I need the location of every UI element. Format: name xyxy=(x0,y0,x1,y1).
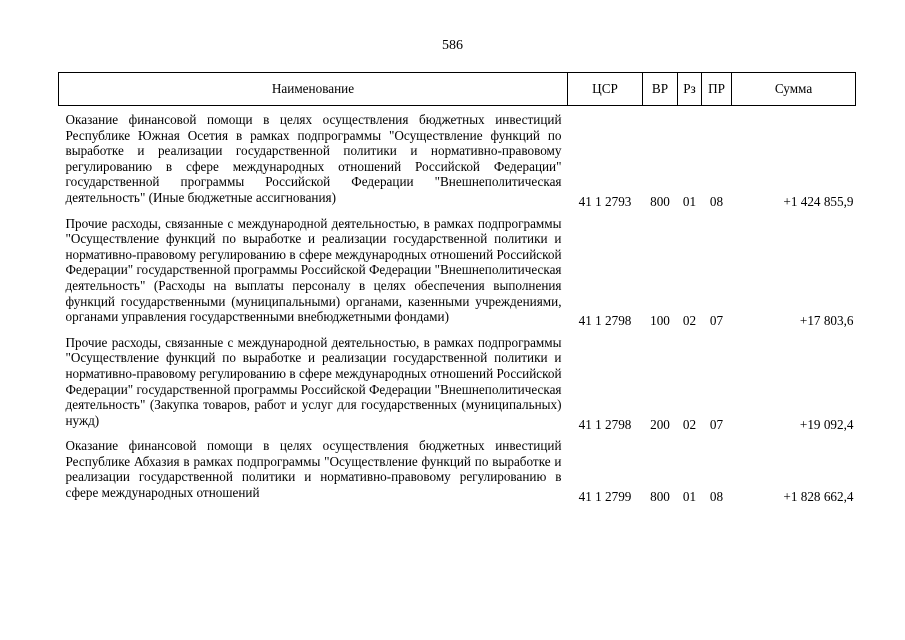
row-sum: +19 092,4 xyxy=(799,416,854,432)
budget-table xyxy=(58,72,856,505)
table-row xyxy=(59,210,856,329)
row-rz: 01 xyxy=(682,489,697,505)
header-sum: Сумма xyxy=(732,73,856,106)
header-vr: ВР xyxy=(643,73,678,106)
table-row xyxy=(59,432,856,504)
row-pr: 07 xyxy=(709,313,724,329)
row-sum: +1 828 662,4 xyxy=(783,489,854,505)
row-name: Прочие расходы, связанные с международной деятельностью, в рамках подпрограммы "Осуществление функций по выработке и реализации государственной политики и нормативно-правовому регулированию в сфере международных отношений Российской Федерации" государственной программы Российской Федерации "Внешнеполитическая деятельность" (Закупка товаров, работ и услуг для государственных (муниципальных) нужд) xyxy=(65,334,562,428)
row-sum: +1 424 855,9 xyxy=(783,193,854,209)
page-number: 586 xyxy=(442,38,463,53)
row-rz: 02 xyxy=(682,313,697,329)
table-row xyxy=(59,106,856,210)
row-csr: 41 1 2798 xyxy=(578,313,632,329)
row-vr: 800 xyxy=(650,489,670,505)
row-csr: 41 1 2799 xyxy=(578,489,632,505)
table-header-row xyxy=(59,73,856,106)
header-csr: ЦСР xyxy=(568,73,643,106)
row-name: Оказание финансовой помощи в целях осуществления бюджетных инвестиций Республике Абхазия в рамках подпрограммы "Осуществление функций по выработке и реализации государственной политики и нормативно-правовому регулированию в сфере международных отношений xyxy=(65,438,562,501)
row-rz: 02 xyxy=(682,416,697,432)
row-vr: 200 xyxy=(650,416,670,432)
row-sum: +17 803,6 xyxy=(799,313,854,329)
row-pr: 07 xyxy=(709,416,724,432)
row-rz: 01 xyxy=(682,193,697,209)
row-pr: 08 xyxy=(709,489,724,505)
table-row xyxy=(59,329,856,433)
row-vr: 100 xyxy=(650,313,670,329)
row-pr: 08 xyxy=(709,193,724,209)
header-rz: Рз xyxy=(678,73,702,106)
header-name: Наименование xyxy=(59,73,568,106)
row-name: Прочие расходы, связанные с международной деятельностью, в рамках подпрограммы "Осуществление функций по выработке и реализации государственной политики и нормативно-правовому регулированию в сфере международных отношений Российской Федерации" государственной программы Российской Федерации "Внешнеполитическая деятельность" (Расходы на выплаты персоналу в целях обеспечения выполнения функций государственными (муниципальными) органами, казенными учреждениями, органами управления государственными внебюджетными фондами) xyxy=(65,215,562,325)
row-csr: 41 1 2798 xyxy=(578,416,632,432)
row-name: Оказание финансовой помощи в целях осуществления бюджетных инвестиций Республике Южная Осетия в рамках подпрограммы "Осуществление функций по выработке и реализации государственной политики и нормативно-правовому регулированию в сфере международных отношений Российской Федерации" государственной программы Российской Федерации "Внешнеполитическая деятельность" (Иные бюджетные ассигнования) xyxy=(65,112,562,205)
header-pr: ПР xyxy=(702,73,732,106)
row-vr: 800 xyxy=(650,193,670,209)
row-csr: 41 1 2793 xyxy=(578,193,632,209)
